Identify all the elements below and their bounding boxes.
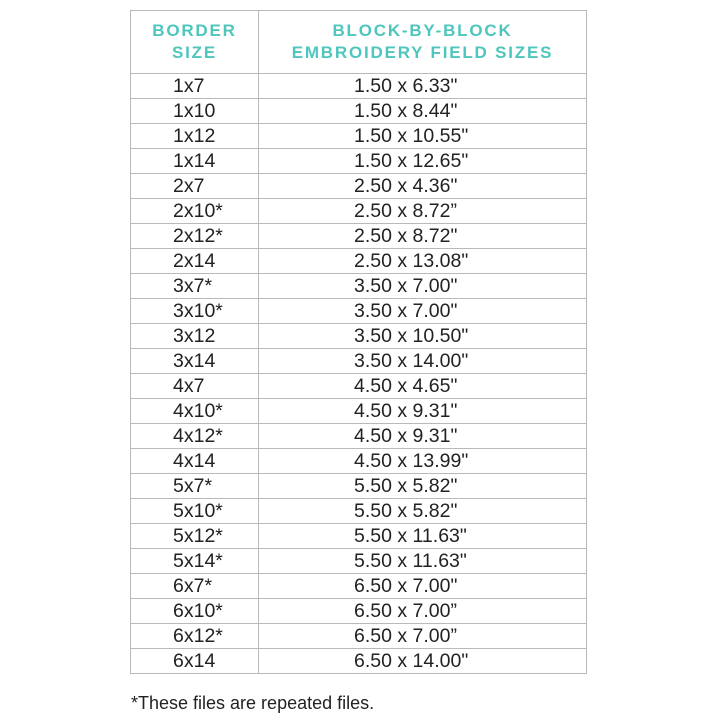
table-row <box>131 499 587 524</box>
border-size-cell: 3x12 <box>131 324 259 349</box>
field-size-cell: 2.50 x 8.72” <box>259 199 587 224</box>
field-size-cell: 3.50 x 14.00" <box>259 349 587 374</box>
table-row <box>131 174 587 199</box>
border-size-cell: 4x10* <box>131 399 259 424</box>
table-row <box>131 249 587 274</box>
header-line: SIZE <box>172 43 217 62</box>
border-size-cell: 5x7* <box>131 474 259 499</box>
field-size-cell: 3.50 x 7.00" <box>259 274 587 299</box>
field-size-cell: 6.50 x 7.00” <box>259 599 587 624</box>
table-row <box>131 224 587 249</box>
field-size-cell: 2.50 x 4.36" <box>259 174 587 199</box>
border-size-cell: 2x12* <box>131 224 259 249</box>
table-row <box>131 424 587 449</box>
border-size-cell: 4x14 <box>131 449 259 474</box>
table-row <box>131 549 587 574</box>
field-size-cell: 3.50 x 7.00" <box>259 299 587 324</box>
table-row <box>131 324 587 349</box>
table-body <box>131 74 587 674</box>
table-row <box>131 599 587 624</box>
border-size-cell: 5x12* <box>131 524 259 549</box>
field-size-cell: 4.50 x 9.31" <box>259 424 587 449</box>
border-size-header <box>131 11 259 74</box>
field-size-cell: 1.50 x 10.55" <box>259 124 587 149</box>
field-size-cell: 4.50 x 4.65" <box>259 374 587 399</box>
border-size-cell: 3x7* <box>131 274 259 299</box>
field-size-cell: 6.50 x 14.00" <box>259 649 587 674</box>
table-row <box>131 474 587 499</box>
table-row <box>131 124 587 149</box>
table-row <box>131 649 587 674</box>
table-row <box>131 299 587 324</box>
border-size-cell: 1x14 <box>131 149 259 174</box>
border-size-cell: 5x10* <box>131 499 259 524</box>
border-size-cell: 2x7 <box>131 174 259 199</box>
border-size-cell: 5x14* <box>131 549 259 574</box>
header-row <box>131 11 587 74</box>
border-size-cell: 2x10* <box>131 199 259 224</box>
border-size-cell: 1x7 <box>131 74 259 99</box>
field-size-cell: 6.50 x 7.00” <box>259 624 587 649</box>
border-size-cell: 6x12* <box>131 624 259 649</box>
field-size-cell: 5.50 x 5.82" <box>259 474 587 499</box>
field-size-cell: 3.50 x 10.50" <box>259 324 587 349</box>
table-row <box>131 199 587 224</box>
field-size-cell: 5.50 x 11.63" <box>259 549 587 574</box>
border-size-cell: 6x10* <box>131 599 259 624</box>
field-size-cell: 2.50 x 13.08" <box>259 249 587 274</box>
table-row <box>131 449 587 474</box>
header-line: BLOCK-BY-BLOCK <box>332 21 513 40</box>
border-size-cell: 4x7 <box>131 374 259 399</box>
border-size-cell: 2x14 <box>131 249 259 274</box>
border-size-cell: 3x10* <box>131 299 259 324</box>
field-size-cell: 4.50 x 13.99" <box>259 449 587 474</box>
table-row <box>131 574 587 599</box>
footnote: *These files are repeated files. <box>131 693 375 713</box>
table-row <box>131 624 587 649</box>
field-size-cell: 5.50 x 11.63" <box>259 524 587 549</box>
header-line: EMBROIDERY FIELD SIZES <box>291 43 554 62</box>
border-size-cell: 1x10 <box>131 99 259 124</box>
header-line: BORDER <box>152 21 237 40</box>
border-size-cell: 6x14 <box>131 649 259 674</box>
border-size-cell: 6x7* <box>131 574 259 599</box>
size-chart <box>130 10 586 674</box>
field-size-header <box>259 11 587 74</box>
border-size-cell: 3x14 <box>131 349 259 374</box>
table-row <box>131 524 587 549</box>
table-row <box>131 74 587 99</box>
size-table <box>130 10 587 674</box>
table-row <box>131 399 587 424</box>
table-row <box>131 274 587 299</box>
field-size-cell: 4.50 x 9.31" <box>259 399 587 424</box>
table-row <box>131 149 587 174</box>
table-row <box>131 99 587 124</box>
table-row <box>131 374 587 399</box>
field-size-cell: 5.50 x 5.82" <box>259 499 587 524</box>
border-size-cell: 4x12* <box>131 424 259 449</box>
field-size-cell: 1.50 x 6.33" <box>259 74 587 99</box>
table-row <box>131 349 587 374</box>
field-size-cell: 1.50 x 8.44" <box>259 99 587 124</box>
field-size-cell: 1.50 x 12.65" <box>259 149 587 174</box>
field-size-cell: 6.50 x 7.00" <box>259 574 587 599</box>
border-size-cell: 1x12 <box>131 124 259 149</box>
field-size-cell: 2.50 x 8.72" <box>259 224 587 249</box>
